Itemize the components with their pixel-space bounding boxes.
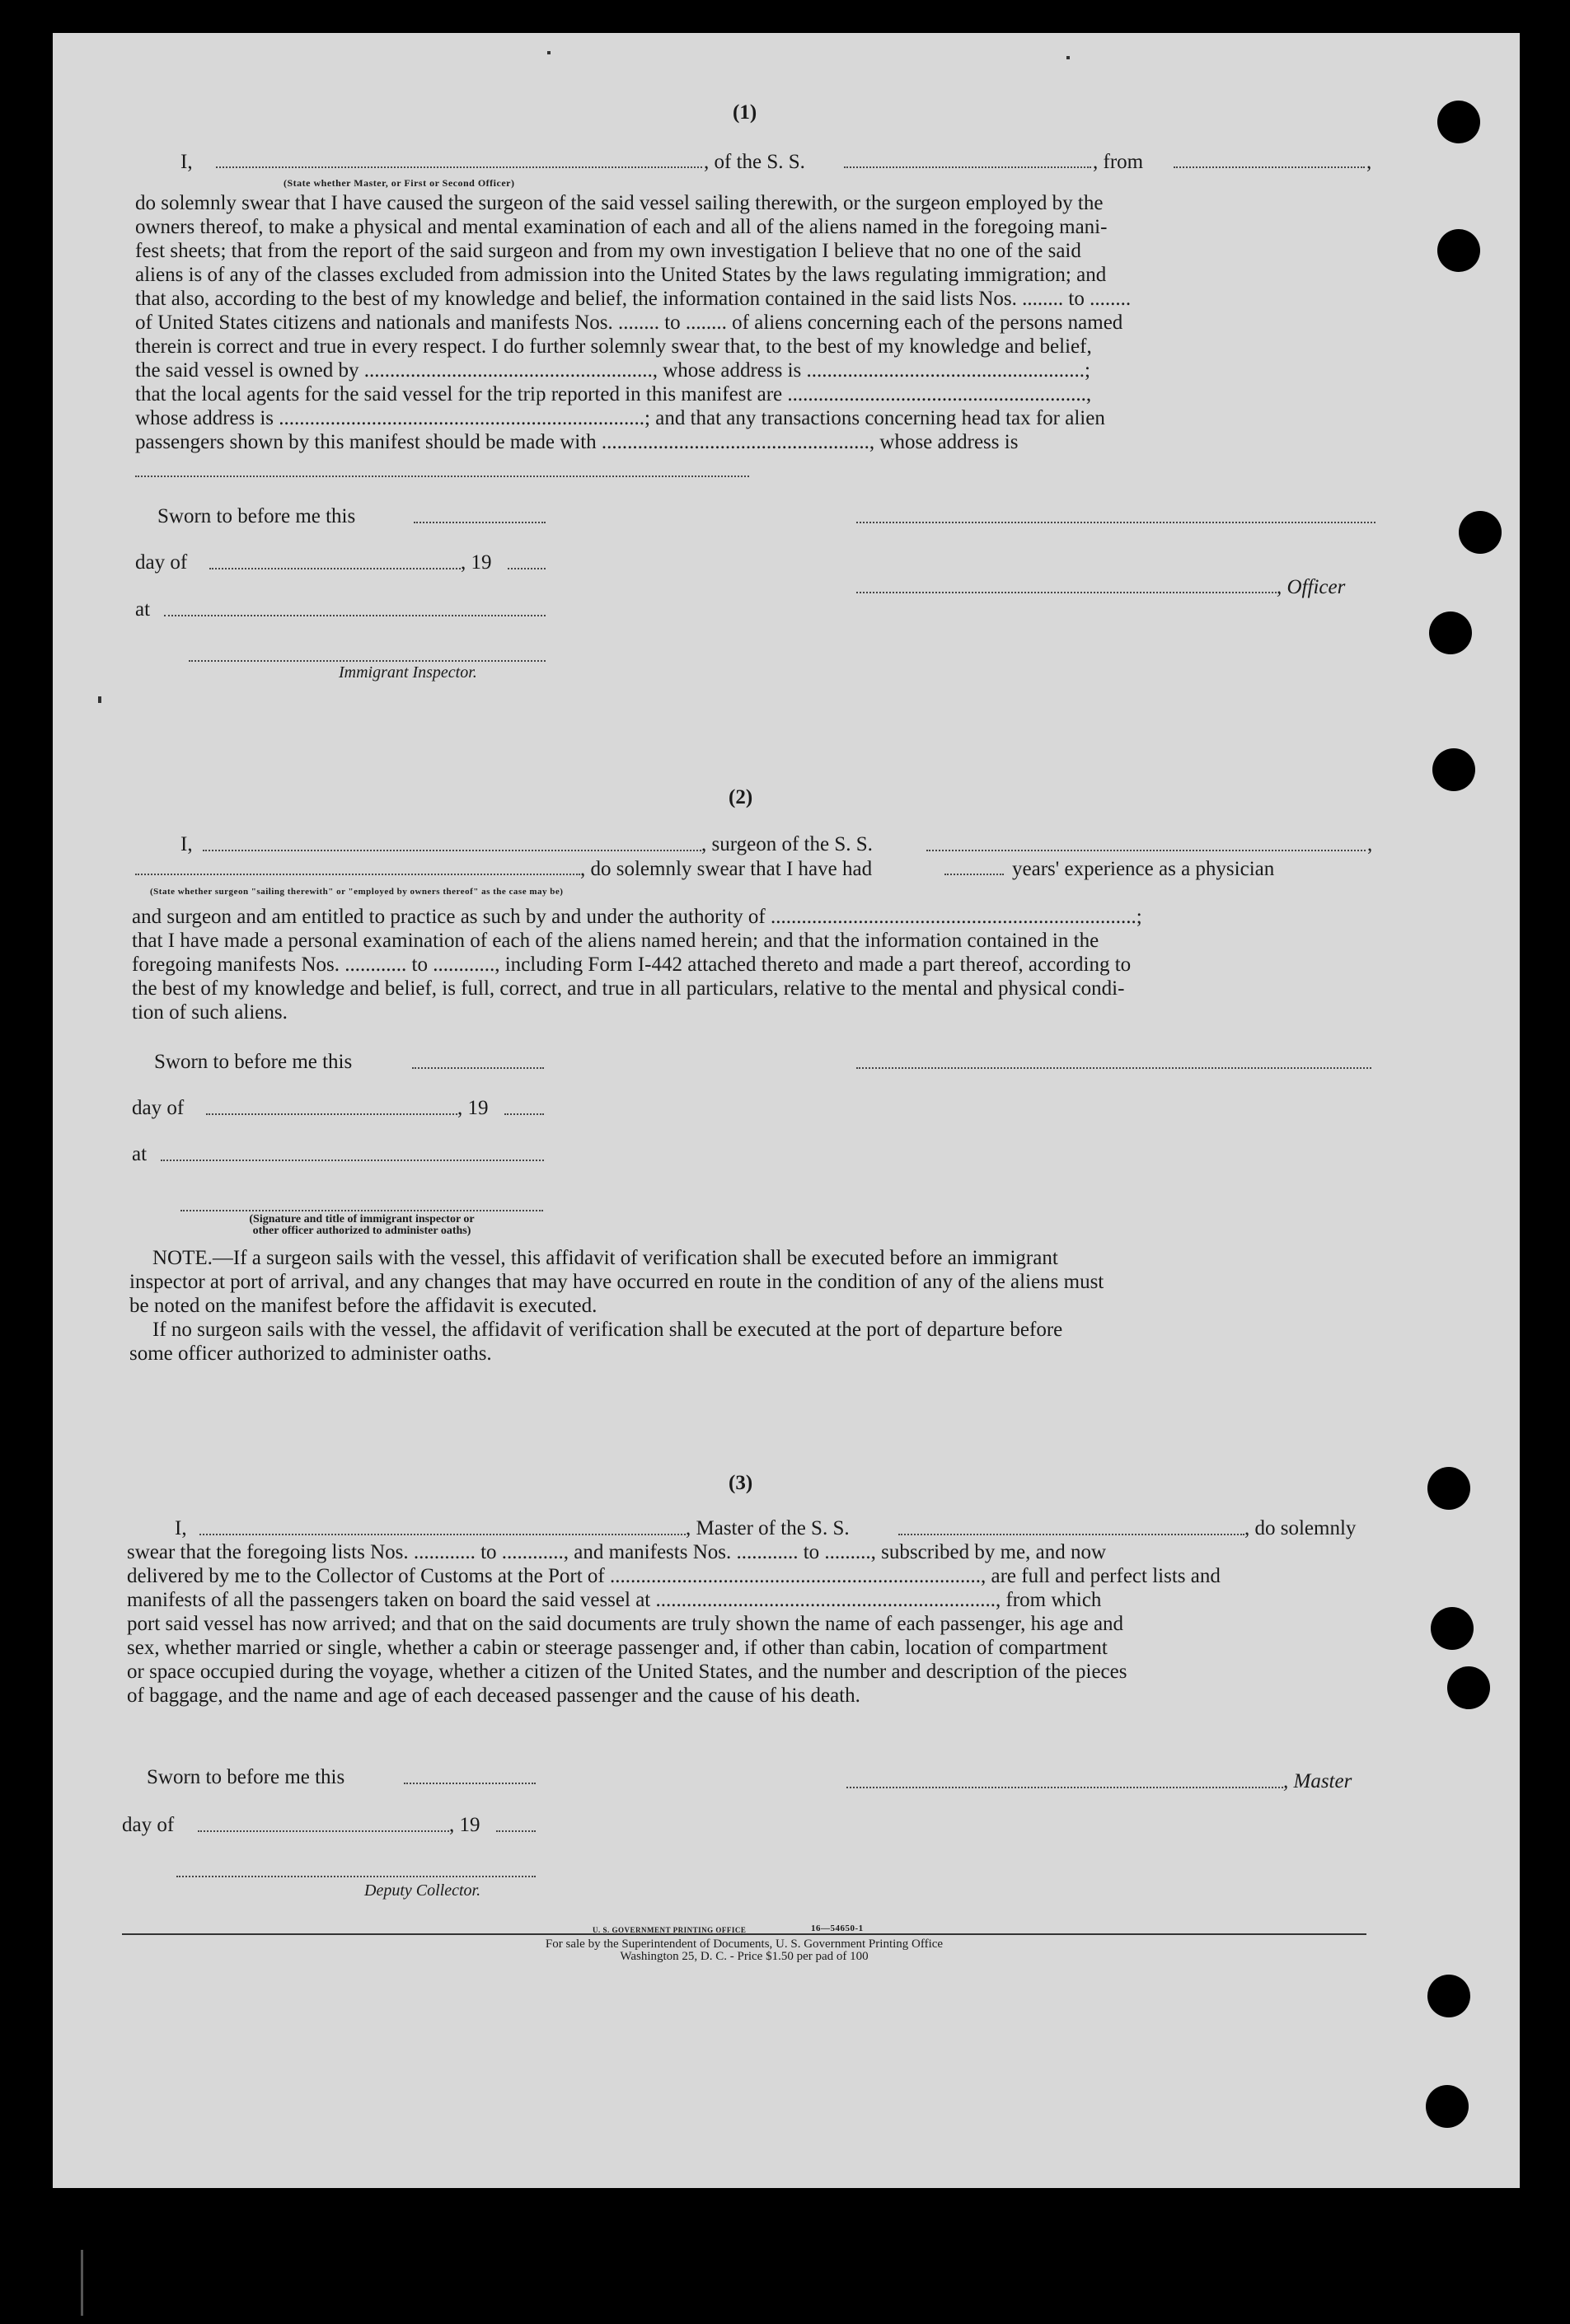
s3-body-line: sex, whether married or single, whether a cabin or steerage passenger and, if other than cabin, location of compartment	[127, 1637, 1108, 1659]
s2-note-line: inspector at port of arrival, and any changes that may have occurred en route in the condition of any of the aliens must	[129, 1271, 1104, 1293]
s2-at-label: at	[132, 1143, 148, 1165]
s2-signature-note-1: (Signature and title of immigrant inspector or	[249, 1213, 475, 1225]
s1-body-line: aliens is of any of the classes excluded from admission into the United States by the laws regulating immigration; and	[135, 264, 1107, 286]
punch-hole	[1427, 1467, 1470, 1510]
s2-day-of-label: day of	[132, 1097, 185, 1119]
s1-inspector-label: Immigrant Inspector.	[339, 663, 477, 682]
s1-officer-rank-field[interactable]	[216, 166, 702, 168]
s3-day-of-label: day of	[122, 1814, 175, 1836]
s1-at-label: at	[135, 598, 151, 621]
section-3-body	[127, 1540, 1373, 1708]
s2-surgeon-name-field[interactable]	[203, 850, 701, 851]
scan-edge-mark	[81, 2250, 83, 2316]
s1-body-line: that the local agents for the said vessel for the trip reported in this manifest are ..........................................................,	[135, 383, 1092, 405]
s2-sworn-label: Sworn to before me this	[154, 1051, 353, 1073]
s1-of-ss-label: , of the S. S.	[704, 151, 805, 173]
s3-vessel-name-field[interactable]	[898, 1534, 1244, 1535]
s3-deputy-label: Deputy Collector.	[364, 1881, 481, 1900]
s1-body-line: of United States citizens and nationals and manifests Nos. ........ to ........ of aliens concerning each of the persons named	[135, 312, 1123, 334]
s2-place-field[interactable]	[161, 1160, 544, 1161]
s1-officer-label: , Officer	[1277, 576, 1346, 598]
s2-surgeon-signature-field[interactable]	[856, 1067, 1371, 1069]
section-1-heading: (1)	[733, 101, 757, 124]
s1-from-port-field[interactable]	[1174, 166, 1365, 168]
s3-year-field[interactable]	[496, 1830, 536, 1832]
s2-years-label: years' experience as a physician	[1012, 858, 1275, 880]
section-2-heading: (2)	[729, 786, 753, 808]
s3-body-line: delivered by me to the Collector of Customs at the Port of ........................................................................, are full and perfect lists and	[127, 1565, 1221, 1587]
s2-signature-note-2: other officer authorized to administer oaths)	[252, 1225, 471, 1237]
section-3-heading: (3)	[729, 1472, 753, 1494]
s2-year-label: , 19	[457, 1097, 489, 1119]
form-page	[53, 33, 1520, 2188]
s1-body-line: the said vessel is owned by ........................................................, whose address is ......................................................;	[135, 359, 1090, 382]
s1-month-field[interactable]	[209, 568, 461, 569]
s2-surgeon-type-note: (State whether surgeon "sailing therewith" or "employed by owners thereof" as the case may be)	[150, 887, 564, 897]
s3-master-name-field[interactable]	[199, 1534, 686, 1535]
s1-place-field[interactable]	[164, 615, 546, 616]
s3-sworn-label: Sworn to before me this	[147, 1766, 345, 1788]
s1-body-line: fest sheets; that from the report of the said surgeon and from my own investigation I believe that no one of the said	[135, 240, 1081, 262]
s3-year-label: , 19	[449, 1814, 480, 1836]
s3-body-line: swear that the foregoing lists Nos. ............ to ............, and manifests Nos. ............ to ........., subscribed by me, and now	[127, 1541, 1107, 1563]
s1-body-line: do solemnly swear that I have caused the surgeon of the said vessel sailing therewith, or the surgeon employed by the	[135, 192, 1104, 214]
s1-officer-signature-field[interactable]	[856, 522, 1376, 523]
s2-line1-comma: ,	[1367, 833, 1373, 855]
punch-hole	[1459, 511, 1502, 554]
sale-notice-1: For sale by the Superintendent of Documents, U. S. Government Printing Office	[545, 1937, 944, 1951]
s2-i-label: I,	[180, 833, 193, 855]
punch-hole	[1426, 2085, 1469, 2128]
s2-body-line: and surgeon and am entitled to practice as such by and under the authority of .......................................................................;	[132, 906, 1142, 928]
s2-note-label: NOTE.	[152, 1247, 213, 1269]
s2-swear-label: , do solemnly swear that I have had	[580, 858, 873, 880]
s2-note-line: If no surgeon sails with the vessel, the affidavit of verification shall be executed at the port of departure before	[152, 1319, 1063, 1341]
sale-notice-2: Washington 25, D. C. - Price $1.50 per pad of 100	[620, 1950, 869, 1963]
punch-hole	[1432, 748, 1475, 791]
punch-hole	[1437, 101, 1480, 143]
s2-vessel-name-field[interactable]	[926, 850, 1366, 851]
s2-note-line: some officer authorized to administer oaths.	[129, 1342, 492, 1365]
section-1-body	[135, 191, 1376, 454]
s3-swear-label: , do solemnly	[1244, 1517, 1357, 1539]
s2-month-field[interactable]	[206, 1113, 457, 1115]
s2-surgeon-ss-label: , surgeon of the S. S.	[701, 833, 873, 855]
s1-year-label: , 19	[461, 551, 492, 574]
s2-note-line: —If a surgeon sails with the vessel, this affidavit of verification shall be executed before an immigrant	[212, 1247, 1058, 1269]
s1-rank-note: (State whether Master, or First or Second Officer)	[284, 177, 515, 189]
s1-body-line: passengers shown by this manifest should be made with ...................................................., whose address is	[135, 431, 1019, 453]
s1-officer-title-field[interactable]	[856, 592, 1277, 593]
s3-master-signature-field[interactable]	[846, 1787, 1283, 1788]
s1-body-line: therein is correct and true in every respect. I do further solemnly swear that, to the best of my knowledge and belief,	[135, 335, 1092, 358]
s2-body-line: the best of my knowledge and belief, is full, correct, and true in all particulars, relative to the mental and physical condi-	[132, 977, 1125, 1000]
s1-from-label: , from	[1093, 151, 1144, 173]
s1-i-label: I,	[180, 151, 193, 173]
section-2-note	[129, 1246, 1374, 1366]
form-number: 16—54650-1	[811, 1923, 864, 1933]
punch-hole	[1437, 229, 1480, 272]
s2-note-line: be noted on the manifest before the affidavit is executed.	[129, 1295, 598, 1317]
scan-speck	[547, 51, 551, 54]
s2-year-field[interactable]	[504, 1113, 544, 1115]
s1-sworn-label: Sworn to before me this	[157, 505, 356, 527]
s3-body-line: or space occupied during the voyage, whether a citizen of the United States, and the number and description of the pieces	[127, 1661, 1127, 1683]
s2-body-line: tion of such aliens.	[132, 1001, 288, 1024]
s2-surgeon-type-field[interactable]	[135, 874, 580, 875]
s3-i-label: I,	[175, 1517, 187, 1539]
s3-master-ss-label: , Master of the S. S.	[686, 1517, 850, 1539]
s2-inspector-signature-field[interactable]	[180, 1210, 543, 1211]
s1-sworn-date-field[interactable]	[414, 522, 546, 523]
s3-body-line: port said vessel has now arrived; and that on the said documents are truly shown the name of each passenger, his age and	[127, 1613, 1124, 1635]
s1-address-continuation-field[interactable]	[135, 476, 749, 477]
s1-line1-comma: ,	[1366, 151, 1372, 173]
s1-day-of-label: day of	[135, 551, 188, 574]
scan-speck	[98, 696, 101, 703]
s3-month-field[interactable]	[198, 1830, 449, 1832]
punch-hole	[1431, 1607, 1474, 1650]
scan-speck	[1066, 56, 1070, 59]
s1-vessel-name-field[interactable]	[844, 166, 1091, 168]
gpo-imprint: U. S. GOVERNMENT PRINTING OFFICE	[593, 1926, 747, 1934]
s3-collector-signature-field[interactable]	[176, 1876, 536, 1877]
s2-body-line: foregoing manifests Nos. ............ to ............, including Form I-442 attached thereto and made a part thereof, according to	[132, 953, 1132, 976]
s2-years-field[interactable]	[944, 874, 1004, 875]
s2-body-line: that I have made a personal examination of each of the aliens named herein; and that the information contained in the	[132, 930, 1099, 952]
punch-hole	[1429, 611, 1472, 654]
s3-body-line: manifests of all the passengers taken on board the said vessel at .................................................................., from which	[127, 1589, 1102, 1611]
s1-body-line: whose address is .......................................................................; and that any transactions concerning head tax for alien	[135, 407, 1105, 429]
punch-hole	[1427, 1975, 1470, 2017]
section-2-body	[132, 905, 1375, 1024]
s1-body-line: that also, according to the best of my knowledge and belief, the information contained in the said lists Nos. ........ to ........	[135, 288, 1132, 310]
s3-master-label: , Master	[1283, 1770, 1352, 1792]
s2-sworn-date-field[interactable]	[412, 1067, 544, 1069]
s1-body-line: owners thereof, to make a physical and mental examination of each and all of the aliens named in the foregoing mani-	[135, 216, 1108, 238]
footer-rule	[122, 1933, 1366, 1935]
s3-body-line: of baggage, and the name and age of each deceased passenger and the cause of his death.	[127, 1684, 860, 1707]
s1-year-field[interactable]	[508, 568, 546, 569]
punch-hole	[1447, 1666, 1490, 1709]
s3-sworn-date-field[interactable]	[404, 1783, 536, 1784]
